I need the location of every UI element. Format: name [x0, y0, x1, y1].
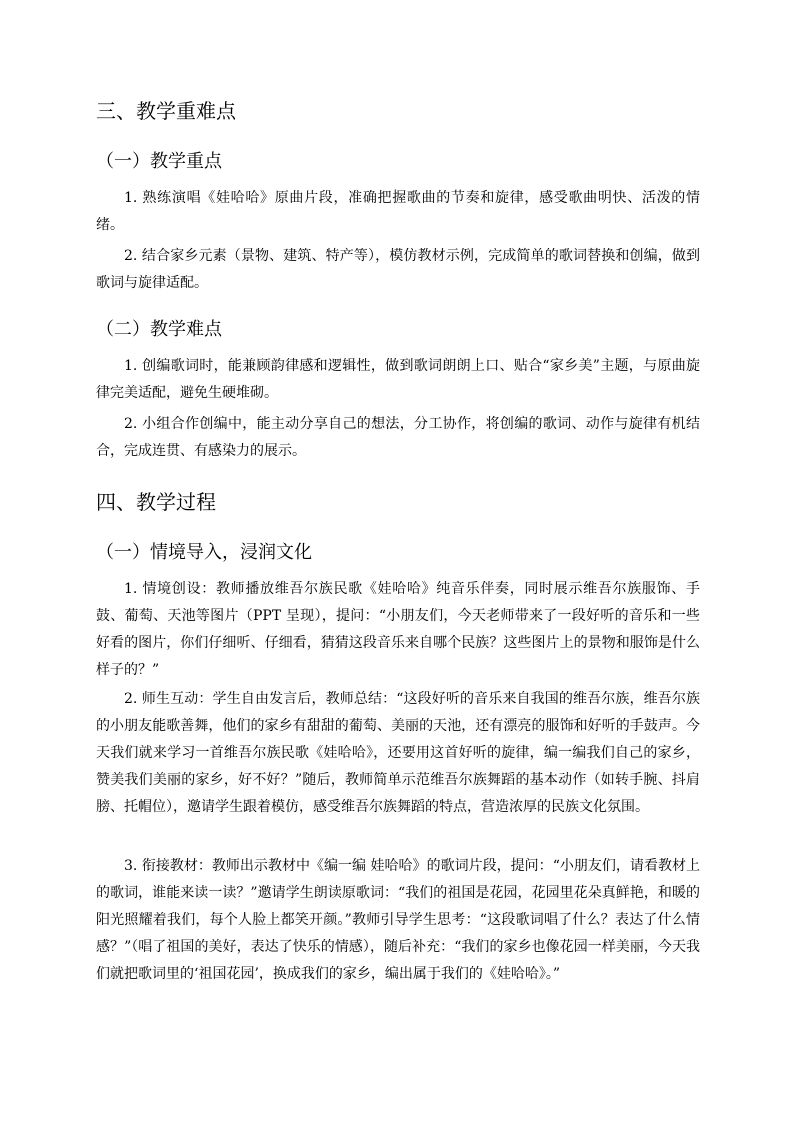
paragraph: 1. 熟练演唱《娃哈哈》原曲片段，准确把握歌曲的节奏和旋律，感受歌曲明快、活泼的情绪。 — [96, 190, 700, 233]
subsection-heading-situation-introduction: （一）情境导入，浸润文化 — [96, 542, 312, 563]
subsection-heading-teaching-key-points: （一）教学重点 — [96, 151, 222, 172]
section-heading-teaching-process: 四、教学过程 — [96, 490, 216, 514]
paragraph: 3. 衔接教材：教师出示教材中《编一编 娃哈哈》的歌词片段，提问：“小朋友们，请看教材上的歌词，谁能来读一读？”邀请学生朗读原歌词：“我们的祖国是花园，花园里花朵真鲜艳，和暖的阳光照耀着我们，每个人脸上都笑开颜。”教师引导学生思考：“这段歌词唱了什么？表达了什么情感？”（唱了祖国的美好，表达了快乐的情感），随后补充：“我们的家乡也像花园一样美丽，今天我们就把歌词里的‘祖国花园’，换成我们的家乡，编出属于我们的《娃哈哈》。” — [96, 858, 700, 982]
subsection-heading-teaching-difficult-points: （二）教学难点 — [96, 319, 222, 340]
paragraph: 1. 情境创设：教师播放维吾尔族民歌《娃哈哈》纯音乐伴奏，同时展示维吾尔族服饰、手鼓、葡萄、天池等图片（PPT 呈现），提问：“小朋友们，今天老师带来了一段好听的音乐和一些好看的图片，你们仔细听、仔细看，猜猜这段音乐来自哪个民族？这些图片上的景物和服饰是什么样子的？” — [96, 581, 700, 678]
paragraph: 2. 小组合作创编中，能主动分享自己的想法，分工协作，将创编的歌词、动作与旋律有机结合，完成连贯、有感染力的展示。 — [96, 416, 700, 459]
paragraph: 2. 师生互动：学生自由发言后，教师总结：“这段好听的音乐来自我国的维吾尔族，维吾尔族的小朋友能歌善舞，他们的家乡有甜甜的葡萄、美丽的天池，还有漂亮的服饰和好听的手鼓声。今天我们就来学习一首维吾尔族民歌《娃哈哈》，还要用这首好听的旋律，编一编我们自己的家乡，赞美我们美丽的家乡，好不好？”随后，教师简单示范维吾尔族舞蹈的基本动作（如转手腕、抖肩膀、托帽位），邀请学生跟着模仿，感受维吾尔族舞蹈的特点，营造浓厚的民族文化氛围。 — [96, 691, 700, 815]
section-heading-teaching-key-difficult-points: 三、教学重难点 — [96, 99, 236, 123]
paragraph: 2. 结合家乡元素（景物、建筑、特产等），模仿教材示例，完成简单的歌词替换和创编，做到歌词与旋律适配。 — [96, 248, 700, 291]
paragraph: 1. 创编歌词时，能兼顾韵律感和逻辑性，做到歌词朗朗上口、贴合“家乡美”主题，与原曲旋律完美适配，避免生硬堆砌。 — [96, 358, 700, 401]
